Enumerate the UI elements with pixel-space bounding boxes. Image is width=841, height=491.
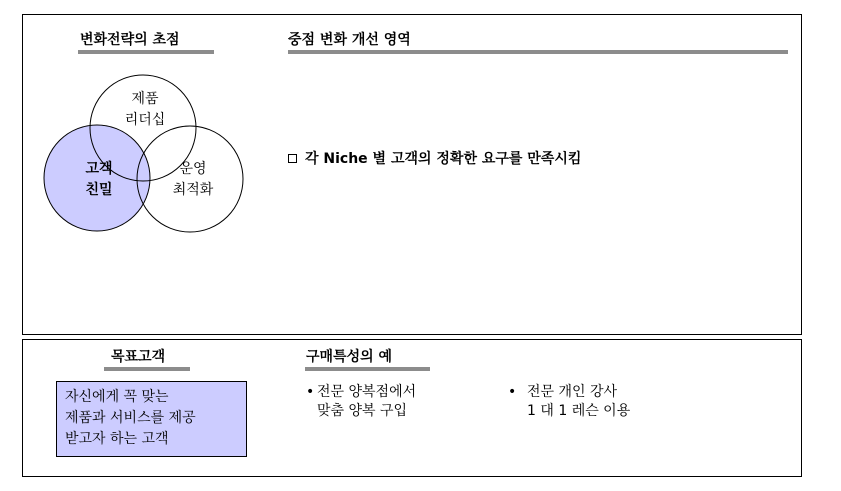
purchase-traits-underline: [305, 367, 430, 371]
bullet-icon: •: [508, 384, 517, 400]
product-leadership-label: 제품 리더십: [124, 91, 166, 128]
target-customer-box: 자신에게 꼭 맞는 제품과 서비스를 제공 받고자 하는 고객: [56, 381, 247, 457]
checkbox-square-icon: [288, 154, 297, 163]
purchase-traits-heading: 구매특성의 예: [306, 349, 393, 365]
trait-item-1: • 전문 양복점에서 맞춤 양복 구입: [306, 384, 417, 419]
operational-excellence-label: 운영 최적화: [172, 161, 214, 198]
target-customer-heading: 목표고객: [111, 349, 166, 365]
target-customer-underline: [104, 367, 190, 371]
focus-item: [288, 148, 581, 168]
focus-area-underline: [288, 50, 788, 54]
trait-item-2: • 전문 개인 강사 1 대 1 레슨 이용: [508, 384, 631, 419]
focus-item-text: 각 Niche 별 고객의 정확한 요구를 만족시킴: [305, 151, 582, 167]
bullet-icon: •: [306, 384, 315, 400]
focus-area-heading: 중점 변화 개선 영역: [288, 32, 411, 48]
strategy-focus-underline: [78, 50, 214, 54]
customer-intimacy-label: 고객 친밀: [85, 161, 113, 198]
strategy-focus-heading: 변화전략의 초점: [80, 32, 180, 48]
